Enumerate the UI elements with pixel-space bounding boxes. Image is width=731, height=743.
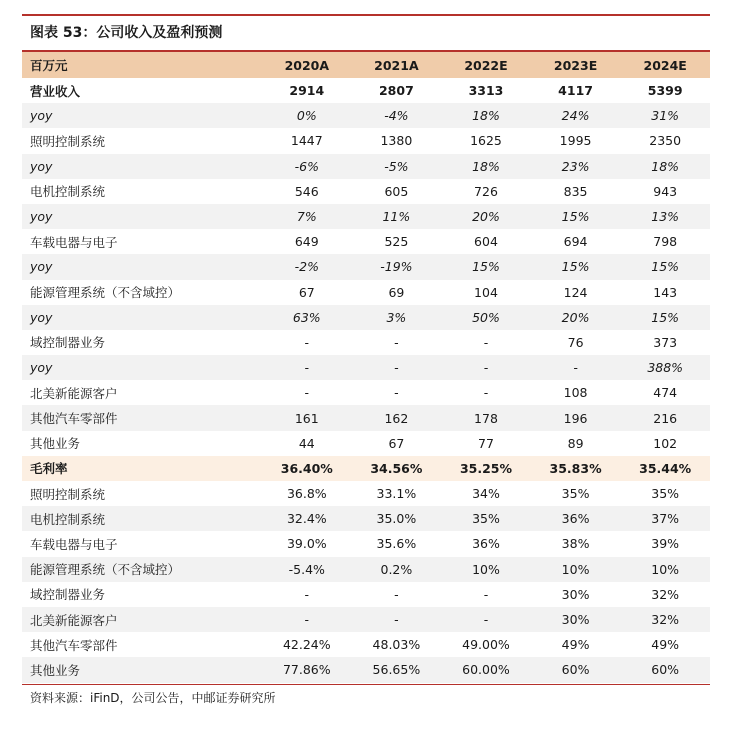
table-cell: 35.83% xyxy=(531,456,621,481)
table-cell: 39% xyxy=(651,536,680,552)
table-cell: 943 xyxy=(653,183,678,199)
table-cell: -5.4% xyxy=(262,557,352,582)
header-year: 2023E xyxy=(531,52,621,78)
row-label: 毛利率 xyxy=(22,456,262,481)
row-label: yoy xyxy=(22,305,262,330)
table-cell: 30% xyxy=(531,607,621,632)
table-cell: 32% xyxy=(620,607,710,632)
row-label: 其他汽车零部件 xyxy=(22,405,262,430)
table-row xyxy=(22,607,710,632)
header-unit: 百万元 xyxy=(22,52,262,78)
table-cell: 726 xyxy=(474,183,498,199)
row-label: yoy xyxy=(22,154,262,179)
table-cell: 60% xyxy=(531,657,621,682)
table-cell: 798 xyxy=(653,234,678,250)
table-cell: 1625 xyxy=(470,133,502,149)
table-cell: 605 xyxy=(384,183,409,199)
table-cell: 35.44% xyxy=(620,456,710,481)
table-row xyxy=(22,154,710,179)
table-cell: 1995 xyxy=(559,133,592,149)
table-row xyxy=(22,103,710,128)
table-cell: 49.00% xyxy=(462,637,510,653)
table-cell: -19% xyxy=(352,254,442,279)
table-cell: 649 xyxy=(294,234,319,250)
header-year: 2021A xyxy=(352,52,442,78)
table-cell: 36.40% xyxy=(262,456,352,481)
table-cell: - xyxy=(441,355,531,380)
table-cell: - xyxy=(483,385,489,401)
table-cell: -6% xyxy=(262,154,352,179)
table-cell: 13% xyxy=(620,204,710,229)
header-year: 2022E xyxy=(441,52,531,78)
table-cell: 35% xyxy=(561,486,590,502)
table-cell: - xyxy=(262,607,352,632)
table-cell: 18% xyxy=(441,103,531,128)
row-label: yoy xyxy=(22,254,262,279)
table-cell: 15% xyxy=(531,254,621,279)
row-label: 北美新能源客户 xyxy=(30,385,118,401)
table-cell: - xyxy=(483,334,489,350)
row-label: 北美新能源客户 xyxy=(22,607,262,632)
table-cell: 34% xyxy=(472,486,500,502)
table-cell: 1447 xyxy=(290,133,323,149)
table-cell: 37% xyxy=(620,506,710,531)
row-label: yoy xyxy=(22,204,262,229)
table-row xyxy=(22,179,710,204)
table-cell: 33.1% xyxy=(376,486,417,502)
table-row xyxy=(22,405,710,430)
table-row xyxy=(22,380,710,405)
row-label: 域控制器业务 xyxy=(30,335,106,351)
table-row xyxy=(22,481,710,506)
table-cell: 196 xyxy=(531,405,621,430)
table-cell: 4117 xyxy=(558,83,593,99)
table-cell: - xyxy=(531,355,621,380)
table-cell: 49% xyxy=(561,637,590,653)
table-row xyxy=(22,305,710,330)
row-label: 照明控制系统 xyxy=(30,133,106,149)
table-cell: 0.2% xyxy=(352,557,442,582)
table-row xyxy=(22,280,710,305)
table-row xyxy=(22,204,710,229)
table-cell: 5399 xyxy=(647,83,683,99)
forecast-table xyxy=(22,52,710,683)
table-cell: 34.56% xyxy=(352,456,442,481)
table-cell: 694 xyxy=(563,234,588,250)
table-cell: 102 xyxy=(653,435,678,451)
table-row xyxy=(22,657,710,682)
table-cell: 60% xyxy=(620,657,710,682)
table-header-row xyxy=(22,52,710,78)
table-cell: 35% xyxy=(441,506,531,531)
table-cell: 3% xyxy=(352,305,442,330)
table-cell: - xyxy=(394,385,399,401)
header-year: 2024E xyxy=(620,52,710,78)
table-cell: -2% xyxy=(262,254,352,279)
table-cell: - xyxy=(304,334,310,350)
table-cell: 31% xyxy=(620,103,710,128)
table-row xyxy=(22,128,710,153)
table-cell: 63% xyxy=(262,305,352,330)
table-cell: 35% xyxy=(651,486,680,502)
table-cell: 124 xyxy=(563,284,588,300)
table-cell: 35.25% xyxy=(441,456,531,481)
table-cell: 18% xyxy=(620,154,710,179)
table-cell: 525 xyxy=(384,234,409,250)
table-cell: 2350 xyxy=(649,133,682,149)
table-cell: - xyxy=(262,355,352,380)
table-cell: 35.0% xyxy=(352,506,442,531)
table-cell: 32.4% xyxy=(262,506,352,531)
table-cell: 161 xyxy=(262,405,352,430)
table-cell: 162 xyxy=(352,405,442,430)
header-year: 2020A xyxy=(262,52,352,78)
row-label: yoy xyxy=(22,103,262,128)
source-note: 资料来源：iFinD，公司公告，中邮证券研究所 xyxy=(30,690,276,705)
table-cell: 104 xyxy=(474,284,498,300)
table-cell: 69 xyxy=(388,284,405,300)
table-cell: 77 xyxy=(478,435,494,451)
table-cell: 15% xyxy=(620,305,710,330)
table-cell: 2807 xyxy=(378,83,414,99)
table-cell: 60.00% xyxy=(441,657,531,682)
table-cell: -5% xyxy=(352,154,442,179)
row-label: 营业收入 xyxy=(30,83,81,99)
table-cell: 474 xyxy=(653,385,678,401)
table-cell: - xyxy=(441,607,531,632)
table-row xyxy=(22,330,710,355)
table-cell: 44 xyxy=(298,435,315,451)
table-cell: - xyxy=(394,334,399,350)
row-label: 电机控制系统 xyxy=(22,506,262,531)
table-cell: 20% xyxy=(441,204,531,229)
figure-title: 图表 53：公司收入及盈利预测 xyxy=(30,25,223,41)
table-cell: - xyxy=(304,586,310,602)
table-cell: 35.6% xyxy=(376,536,417,552)
table-cell: 11% xyxy=(352,204,442,229)
row-label: 电机控制系统 xyxy=(30,184,106,200)
table-row xyxy=(22,229,710,254)
table-cell: 89 xyxy=(567,435,584,451)
table-cell: 36% xyxy=(472,536,500,552)
row-label: 车载电器与电子 xyxy=(30,536,118,552)
table-row xyxy=(22,78,710,103)
table-row xyxy=(22,557,710,582)
table-row xyxy=(22,582,710,607)
table-row xyxy=(22,431,710,456)
table-cell: 835 xyxy=(563,183,588,199)
table-cell: 604 xyxy=(474,234,498,250)
table-cell: 178 xyxy=(441,405,531,430)
table-row xyxy=(22,531,710,556)
table-cell: 2914 xyxy=(289,83,325,99)
table-cell: 388% xyxy=(620,355,710,380)
table-cell: 10% xyxy=(441,557,531,582)
table-cell: - xyxy=(352,355,442,380)
table-cell: 1380 xyxy=(380,133,413,149)
table-cell: 77.86% xyxy=(262,657,352,682)
table-cell: 373 xyxy=(653,334,678,350)
table-cell: -4% xyxy=(352,103,442,128)
table-cell: 216 xyxy=(620,405,710,430)
table-cell: - xyxy=(352,607,442,632)
table-cell: 3313 xyxy=(468,83,504,99)
table-cell: - xyxy=(394,586,399,602)
table-body xyxy=(22,78,710,683)
table-cell: - xyxy=(304,385,310,401)
table-cell: 10% xyxy=(531,557,621,582)
table-row xyxy=(22,254,710,279)
table-cell: 67 xyxy=(388,435,405,451)
table-cell: 18% xyxy=(441,154,531,179)
table-cell: 32% xyxy=(651,586,680,602)
table-cell: 50% xyxy=(441,305,531,330)
table-row xyxy=(22,506,710,531)
table-cell: 15% xyxy=(531,204,621,229)
table-cell: 36% xyxy=(531,506,621,531)
table-cell: 76 xyxy=(567,334,584,350)
row-label: 照明控制系统 xyxy=(30,486,106,502)
table-cell: 15% xyxy=(441,254,531,279)
row-label: 域控制器业务 xyxy=(30,587,106,603)
table-cell: 48.03% xyxy=(372,637,421,653)
table-row xyxy=(22,355,710,380)
report-figure xyxy=(22,14,710,711)
table-row xyxy=(22,632,710,657)
table-cell: 56.65% xyxy=(352,657,442,682)
row-label: 能源管理系统（不含域控） xyxy=(22,557,262,582)
row-label: 其他业务 xyxy=(30,436,81,452)
table-cell: 38% xyxy=(561,536,590,552)
row-label: 车载电器与电子 xyxy=(30,234,118,250)
table-cell: 30% xyxy=(561,586,590,602)
table-cell: 15% xyxy=(620,254,710,279)
table-cell: 67 xyxy=(298,284,315,300)
row-label: 其他汽车零部件 xyxy=(30,637,118,653)
table-cell: 49% xyxy=(651,637,680,653)
table-cell: 42.24% xyxy=(282,637,331,653)
table-cell: 24% xyxy=(531,103,621,128)
table-cell: 36.8% xyxy=(286,486,327,502)
row-label: yoy xyxy=(22,355,262,380)
table-cell: - xyxy=(483,586,489,602)
table-cell: 39.0% xyxy=(286,536,327,552)
row-label: 能源管理系统（不含域控） xyxy=(30,285,181,301)
row-label: 其他业务 xyxy=(22,657,262,682)
table-cell: 10% xyxy=(620,557,710,582)
table-cell: 7% xyxy=(262,204,352,229)
table-cell: 23% xyxy=(531,154,621,179)
table-cell: 0% xyxy=(262,103,352,128)
table-cell: 108 xyxy=(563,385,588,401)
table-cell: 546 xyxy=(294,183,319,199)
table-row xyxy=(22,456,710,481)
table-cell: 143 xyxy=(653,284,678,300)
table-cell: 20% xyxy=(531,305,621,330)
